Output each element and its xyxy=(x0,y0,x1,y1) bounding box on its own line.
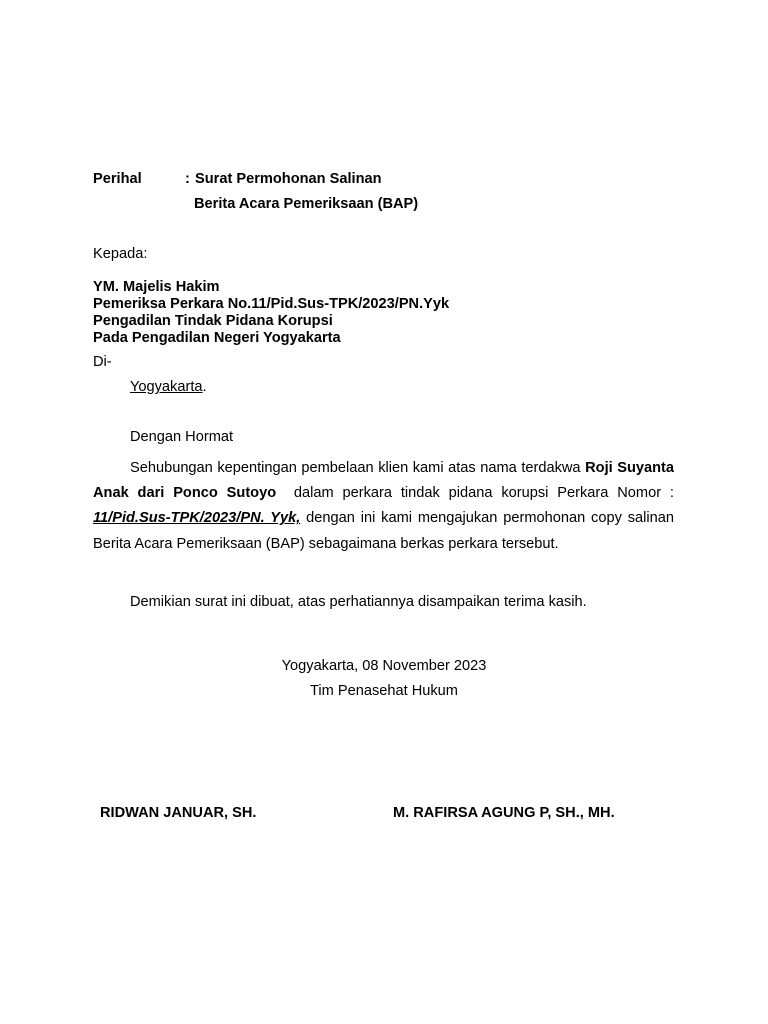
body-paragraph xyxy=(93,456,679,557)
body-paragraph-part-2: dalam perkara tindak pidana korupsi Perkara Nomor : xyxy=(276,485,679,502)
closing-sentence: Demikian surat ini dibuat, atas perhatiannya disampaikan terima kasih. xyxy=(130,594,587,610)
signer-1: RIDWAN JANUAR, SH. xyxy=(100,805,257,821)
recipient-city-period: . xyxy=(202,379,207,395)
signer-2: M. RAFIRSA AGUNG P, SH., MH. xyxy=(393,805,615,821)
recipient-city-line xyxy=(130,378,207,396)
body-paragraph-part-1: Sehubungan kepentingan pembelaan klien kami atas nama terdakwa xyxy=(130,460,586,476)
greeting: Dengan Hormat xyxy=(130,429,234,445)
subject-line-2: Berita Acara Pemeriksaan (BAP) xyxy=(194,196,419,212)
place-date: Yogyakarta, 08 November 2023 xyxy=(281,658,487,674)
recipient-kepada: Kepada: xyxy=(93,246,148,262)
recipient-line-3: Pengadilan Tindak Pidana Korupsi xyxy=(93,313,333,329)
subject-line-1: Surat Permohonan Salinan xyxy=(195,171,382,187)
body-paragraph-part-3: dengan ini kami mengajukan permohonan copy salinan Berita Acara Pemeriksaan (BAP) sebagaimana berkas perkara tersebut. xyxy=(93,510,674,552)
case-number: 11/Pid.Sus-TPK/2023/PN. Yyk, xyxy=(93,510,301,527)
recipient-di: Di- xyxy=(93,354,112,370)
recipient-line-1: YM. Majelis Hakim xyxy=(93,279,220,295)
recipient-city: Yogyakarta xyxy=(130,379,203,395)
defendant-name: Roji Suyanta Anak dari Ponco Sutoyo xyxy=(93,460,675,502)
signature-team: Tim Penasehat Hukum xyxy=(310,683,458,699)
recipient-line-4: Pada Pengadilan Negeri Yogyakarta xyxy=(93,330,341,346)
subject-colon: : xyxy=(185,171,190,187)
recipient-line-2: Pemeriksa Perkara No.11/Pid.Sus-TPK/2023/PN.Yyk xyxy=(93,296,450,312)
subject-label: Perihal xyxy=(93,171,142,187)
